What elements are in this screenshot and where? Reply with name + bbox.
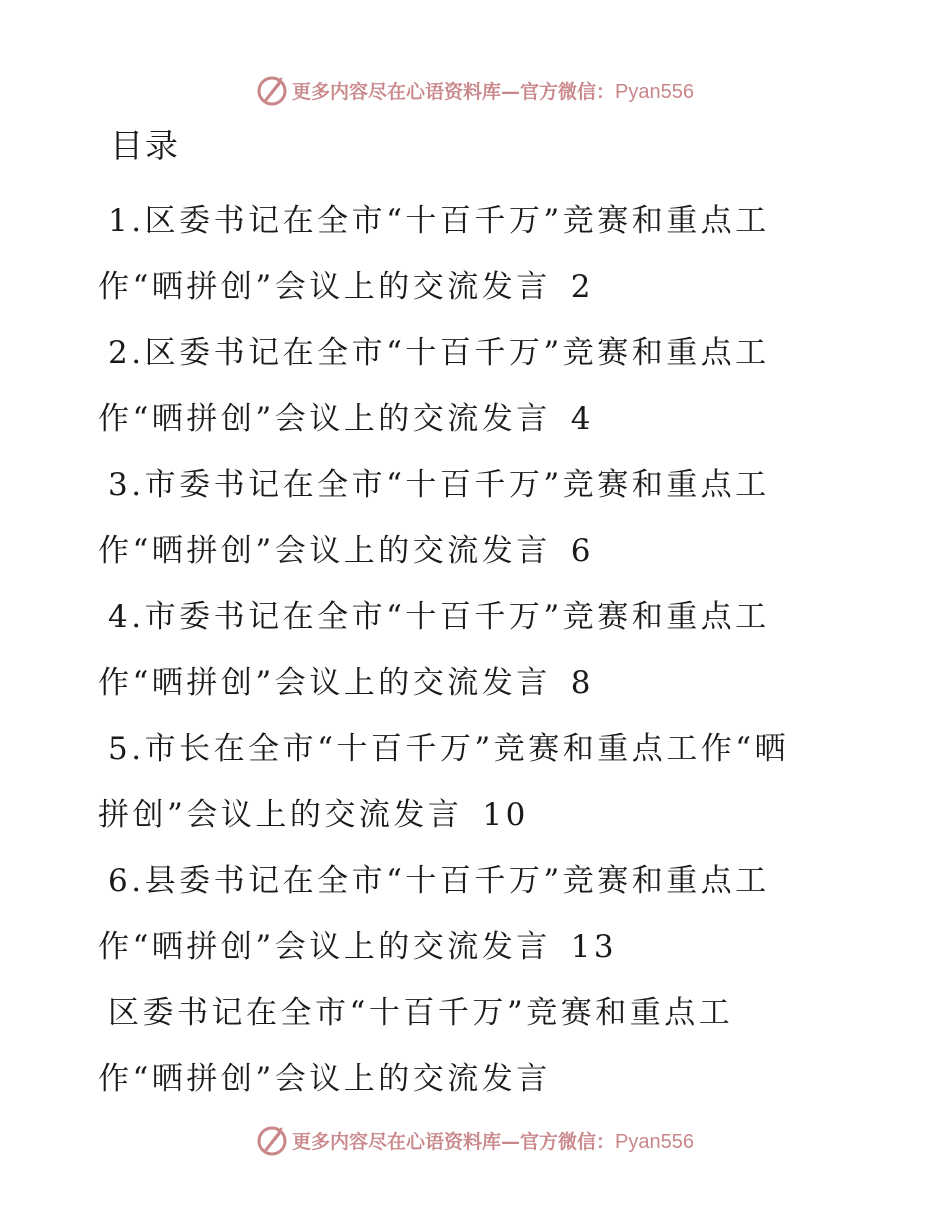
toc-entry-6[interactable] [98, 848, 838, 980]
toc-page-number: 8 [570, 665, 594, 701]
section-heading-line1: 区委书记在全市“十百千万”竞赛和重点工 [108, 995, 734, 1031]
watermark-text [292, 1127, 694, 1154]
toc-entry-line2 [98, 254, 838, 320]
toc-entry-line2 [98, 386, 838, 452]
toc-entry-text: 作“晒拼创”会议上的交流发言 [98, 929, 551, 965]
toc-entry-text: 作“晒拼创”会议上的交流发言 [98, 665, 551, 701]
toc-entry-line1: 1.区委书记在全市“十百千万”竞赛和重点工 [108, 203, 770, 239]
toc-entry-line2 [98, 650, 838, 716]
quill-pen-logo-icon [256, 1124, 288, 1156]
toc-entry-5[interactable] [98, 716, 838, 848]
toc-entry-1[interactable] [98, 188, 838, 320]
toc-entry-2[interactable] [98, 320, 838, 452]
watermark-wechat-id: Pyan556 [615, 80, 694, 103]
watermark-label: 更多内容尽在心语资料库—官方微信： [292, 1130, 616, 1153]
watermark-text [292, 77, 694, 104]
toc-entry-4[interactable] [98, 584, 838, 716]
watermark-wechat-id: Pyan556 [615, 1130, 694, 1153]
toc-entry-line1: 2.区委书记在全市“十百千万”竞赛和重点工 [108, 335, 770, 371]
toc-entry-line1: 4.市委书记在全市“十百千万”竞赛和重点工 [108, 599, 770, 635]
toc-page-number: 10 [482, 797, 529, 833]
header-watermark [0, 70, 950, 110]
toc-entry-line2 [98, 914, 838, 980]
footer-watermark [0, 1120, 950, 1160]
section-heading-line2: 作“晒拼创”会议上的交流发言 [98, 1061, 551, 1097]
toc-entry-line1: 3.市委书记在全市“十百千万”竞赛和重点工 [108, 467, 770, 503]
toc-entry-line1: 6.县委书记在全市“十百千万”竞赛和重点工 [108, 863, 770, 899]
toc-page-number: 6 [570, 533, 594, 569]
section-heading [98, 980, 838, 1112]
toc-entry-line2 [98, 518, 838, 584]
toc-title: 目录 [110, 126, 180, 165]
toc-entry-text: 作“晒拼创”会议上的交流发言 [98, 533, 551, 569]
toc-page-number: 4 [570, 401, 594, 437]
toc-entry-3[interactable] [98, 452, 838, 584]
watermark-label: 更多内容尽在心语资料库—官方微信： [292, 80, 616, 103]
toc-entry-text: 作“晒拼创”会议上的交流发言 [98, 401, 551, 437]
quill-pen-logo-icon [256, 74, 288, 106]
toc-page-number: 13 [570, 929, 618, 965]
toc-entry-line2 [98, 782, 838, 848]
toc-page-number: 2 [570, 269, 594, 305]
toc-entry-text: 拼创”会议上的交流发言 [98, 797, 463, 833]
toc-entry-line1: 5.市长在全市“十百千万”竞赛和重点工作“晒 [108, 731, 790, 767]
toc-entry-text: 作“晒拼创”会议上的交流发言 [98, 269, 551, 305]
